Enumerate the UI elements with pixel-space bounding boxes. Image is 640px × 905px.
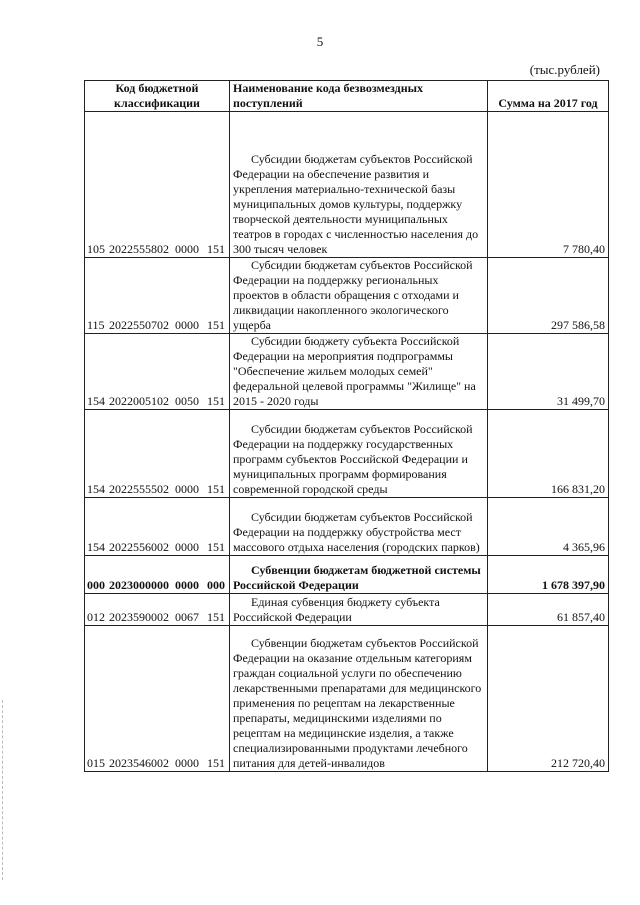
name-cell: Субсидии бюджетам субъектов Российской Федерации на обеспечение развития и укрепления материально-технической базы муниципальных домов культуры, поддержку творческой деятельности муниципальных театров в городах с численностью населения до 300 тысяч человек — [230, 112, 488, 258]
code-economic: 151 — [207, 318, 225, 332]
code-cell — [85, 594, 230, 626]
table-header-row — [85, 81, 609, 112]
sum-cell: 7 780,40 — [488, 112, 609, 258]
name-cell: Субсидии бюджетам субъектов Российской Федерации на поддержку региональных проектов в области обращения с отходами и ликвидации накопленного экологического ущерба — [230, 258, 488, 334]
code-cell — [85, 258, 230, 334]
code-program: 0000 — [175, 578, 199, 592]
sum-cell: 1 678 397,90 — [488, 556, 609, 594]
name-cell: Субсидии бюджетам субъектов Российской Федерации на поддержку обустройства мест массового отдыха населения (городских парков) — [230, 498, 488, 556]
header-sum: Сумма на 2017 год — [488, 81, 609, 112]
code-admin: 154 — [87, 482, 105, 496]
name-cell: Субсидии бюджету субъекта Российской Федерации на мероприятия подпрограммы "Обеспечение жильем молодых семей" федеральной целевой программы "Жилище" на 2015 - 2020 годы — [230, 334, 488, 410]
table-row — [85, 334, 609, 410]
code-admin: 012 — [87, 610, 105, 624]
code-economic: 151 — [207, 540, 225, 554]
code-cell — [85, 112, 230, 258]
units-label: (тыс.рублей) — [529, 62, 600, 77]
table-row — [85, 594, 609, 626]
table-row-subtotal — [85, 556, 609, 594]
table-row — [85, 626, 609, 772]
table-row — [85, 112, 609, 258]
table-row — [85, 410, 609, 498]
budget-table — [84, 80, 609, 772]
code-program: 0000 — [175, 242, 199, 256]
code-economic: 151 — [207, 756, 225, 770]
code-program: 0000 — [175, 482, 199, 496]
code-program: 0050 — [175, 394, 199, 408]
name-cell: Субсидии бюджетам субъектов Российской Федерации на поддержку государственных программ субъектов Российской Федерации и муниципальных программ формирования современной городской среды — [230, 410, 488, 498]
code-main: 2022555502 — [109, 482, 169, 496]
scan-edge-mark — [2, 700, 4, 880]
code-main: 2022550702 — [109, 318, 169, 332]
code-admin: 115 — [87, 318, 105, 332]
code-main: 2022556002 — [109, 540, 169, 554]
code-cell — [85, 410, 230, 498]
sum-cell: 61 857,40 — [488, 594, 609, 626]
code-admin: 154 — [87, 394, 105, 408]
code-main: 2023546002 — [109, 756, 169, 770]
code-program: 0000 — [175, 318, 199, 332]
code-main: 2022555802 — [109, 242, 169, 256]
code-economic: 151 — [207, 482, 225, 496]
name-cell: Субвенции бюджетам субъектов Российской Федерации на оказание отдельным категориям граждан социальной услуги по обеспечению лекарственными препаратами для медицинского применения по рецептам на лекарственные препараты, медицинскими изделиями по рецептам на медицинские изделия, а также специализированными продуктами лечебного питания для детей-инвалидов — [230, 626, 488, 772]
code-main: 2023000000 — [109, 578, 169, 592]
code-main: 2023590002 — [109, 610, 169, 624]
code-economic: 151 — [207, 242, 225, 256]
header-code: Код бюджетной классификации — [85, 81, 230, 112]
page-number: 5 — [316, 34, 324, 49]
code-program: 0000 — [175, 540, 199, 554]
code-cell — [85, 626, 230, 772]
sum-cell: 31 499,70 — [488, 334, 609, 410]
code-economic: 151 — [207, 610, 225, 624]
code-economic: 000 — [207, 578, 225, 592]
code-admin: 105 — [87, 242, 105, 256]
code-cell — [85, 334, 230, 410]
sum-cell: 166 831,20 — [488, 410, 609, 498]
code-program: 0067 — [175, 610, 199, 624]
sum-cell: 212 720,40 — [488, 626, 609, 772]
code-main: 2022005102 — [109, 394, 169, 408]
code-admin: 000 — [87, 578, 105, 592]
code-program: 0000 — [175, 756, 199, 770]
name-cell: Субвенции бюджетам бюджетной системы Российской Федерации — [230, 556, 488, 594]
sum-cell: 4 365,96 — [488, 498, 609, 556]
name-cell: Единая субвенция бюджету субъекта Российской Федерации — [230, 594, 488, 626]
code-economic: 151 — [207, 394, 225, 408]
code-cell — [85, 498, 230, 556]
table-row — [85, 258, 609, 334]
code-cell — [85, 556, 230, 594]
header-name: Наименование кода безвозмездных поступлений — [230, 81, 488, 112]
code-admin: 015 — [87, 756, 105, 770]
code-admin: 154 — [87, 540, 105, 554]
sum-cell: 297 586,58 — [488, 258, 609, 334]
table-row — [85, 498, 609, 556]
